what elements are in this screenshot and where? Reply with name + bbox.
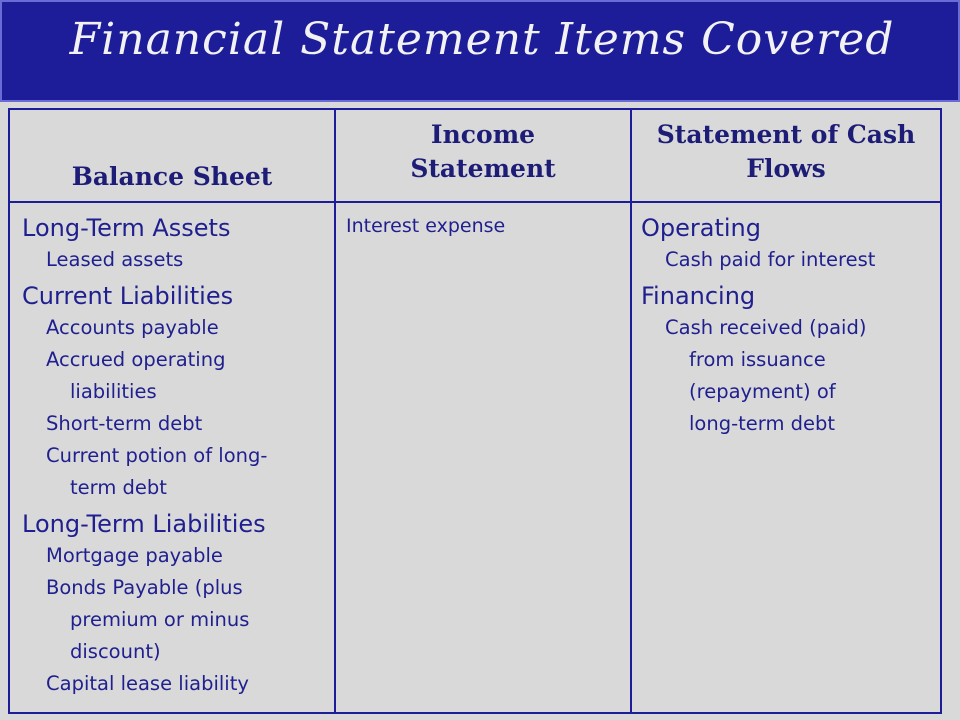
bonds-payable-line-2: premium or minus [70,608,250,631]
bonds-payable-line-3: discount) [70,640,161,663]
interest-expense-item: Interest expense [346,215,506,237]
leased-assets-item: Leased assets [46,248,184,271]
header-income-line-1: Income [430,120,536,149]
accrued-operating-line-1: Accrued operating [46,348,226,371]
header-cash-flows [632,118,940,186]
slide-title: Financial Statement Items Covered [69,14,895,65]
cash-flows-column [641,212,937,440]
header-cash-line-2: Flows [746,154,826,183]
cash-received-line-1: Cash received (paid) [665,316,867,339]
column-divider-1 [334,108,336,714]
header-cash-line-1: Statement of Cash [656,120,916,149]
long-term-liabilities-heading: Long-Term Liabilities [22,510,266,538]
bonds-payable-line-1: Bonds Payable (plus [46,576,243,599]
header-income-statement [336,118,630,186]
current-liabilities-heading: Current Liabilities [22,282,234,310]
accrued-operating-item [22,344,328,408]
current-portion-line-2: term debt [70,476,167,499]
title-bar [0,0,960,102]
header-balance-sheet-label: Balance Sheet [71,162,273,191]
current-portion-item [22,440,328,504]
bonds-payable-item [22,572,328,668]
cash-received-item [641,312,937,440]
header-divider [8,201,942,203]
header-balance-sheet [10,160,334,194]
current-portion-line-1: Current potion of long- [46,444,268,467]
financing-heading: Financing [641,282,756,310]
column-divider-2 [630,108,632,714]
short-term-debt-item: Short-term debt [46,412,203,435]
cash-received-line-3: (repayment) of [689,380,836,403]
cash-received-line-4: long-term debt [689,412,836,435]
accrued-operating-line-2: liabilities [70,380,157,403]
balance-sheet-column [22,212,328,700]
cash-received-line-2: from issuance [689,348,826,371]
mortgage-payable-item: Mortgage payable [46,544,223,567]
cash-paid-interest-item: Cash paid for interest [665,248,876,271]
header-income-line-2: Statement [410,154,556,183]
accounts-payable-item: Accounts payable [46,316,219,339]
income-statement-column [346,212,626,240]
long-term-assets-heading: Long-Term Assets [22,214,231,242]
operating-heading: Operating [641,214,761,242]
capital-lease-item: Capital lease liability [46,672,249,695]
